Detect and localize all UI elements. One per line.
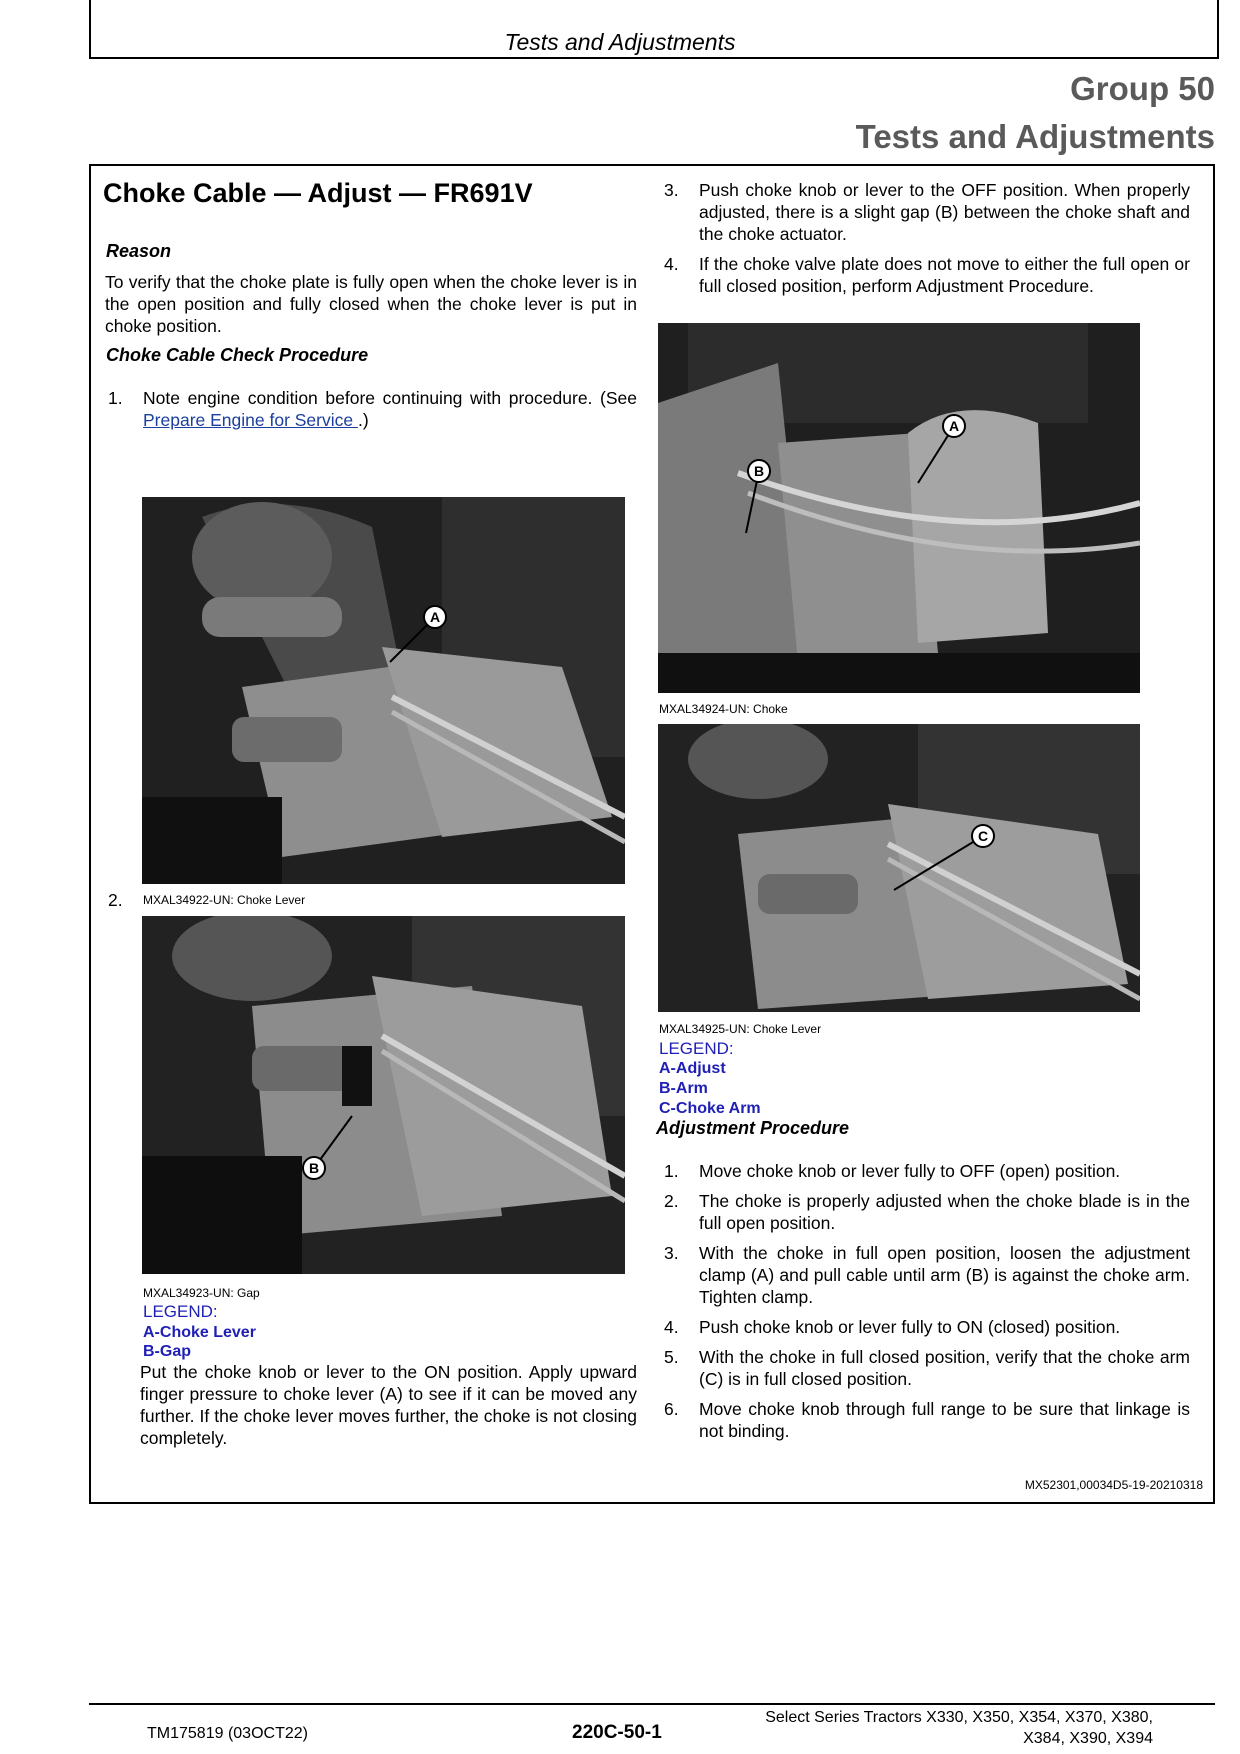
step-text: The choke is properly adjusted when the choke blade is in the full open position. <box>699 1191 1190 1233</box>
step-text: If the choke valve plate does not move to either the full open or full closed position, perform Adjustment Procedure. <box>699 254 1190 296</box>
check-step-2-number: 2. <box>108 890 123 910</box>
choke-lever-photo <box>142 497 625 884</box>
step-text: Push choke knob or lever fully to ON (closed) position. <box>699 1317 1121 1337</box>
step-number: 5. <box>664 1347 679 1367</box>
step-number: 1. <box>664 1161 679 1181</box>
legend-title: LEGEND: <box>659 1039 734 1058</box>
legend-title: LEGEND: <box>143 1302 218 1321</box>
check-step-4 <box>664 253 1190 297</box>
series-line-2: X384, X390, X394 <box>1023 1730 1153 1747</box>
gap-photo <box>142 916 625 1274</box>
step-text: With the choke in full open position, loosen the adjustment clamp (A) and pull cable until arm (B) is against the choke arm. Tighten clamp. <box>699 1243 1190 1307</box>
group-number: Group 50 <box>1070 70 1215 107</box>
figure-caption: MXAL34923-UN: Gap <box>143 1286 260 1300</box>
step-text: Move choke knob through full range to be sure that linkage is not binding. <box>699 1399 1190 1441</box>
series-line-1: Select Series Tractors X330, X350, X354, X370, X380, <box>765 1709 1153 1726</box>
step-text: Push choke knob or lever to the OFF position. When properly adjusted, there is a slight gap (B) between the choke shaft and the choke actuator. <box>699 180 1190 244</box>
legend-item: B-Gap <box>143 1343 191 1360</box>
step-text-end: .) <box>357 410 369 430</box>
step-number: 4. <box>664 1317 679 1337</box>
callout-c: C <box>977 828 989 844</box>
adjust-step-6 <box>664 1398 1190 1442</box>
step-text: Note engine condition before continuing with procedure. (See <box>143 388 637 408</box>
step-number: 6. <box>664 1399 679 1419</box>
callout-b: B <box>753 463 765 479</box>
footer-rule <box>89 1703 1215 1705</box>
adjust-step-2 <box>664 1190 1190 1234</box>
adjustment-steps <box>664 1160 1190 1450</box>
check-step-2-text: Put the choke knob or lever to the ON position. Apply upward finger pressure to choke lever (A) to see if it can be moved any further. If the choke lever moves further, the choke is not closing completely. <box>140 1362 637 1448</box>
figure-caption: MXAL34922-UN: Choke Lever <box>143 893 306 907</box>
step-number: 3. <box>664 180 679 200</box>
step-number: 2. <box>664 1191 679 1211</box>
step-number: 3. <box>664 1243 679 1263</box>
adjust-step-5 <box>664 1346 1190 1390</box>
reason-text: To verify that the choke plate is fully open when the choke lever is in the open position and fully closed when the choke lever is put in choke position. <box>105 272 637 336</box>
figure-caption: MXAL34924-UN: Choke <box>659 702 788 716</box>
page-number: 220C-50-1 <box>572 1722 662 1743</box>
step-text: Move choke knob or lever fully to OFF (open) position. <box>699 1161 1121 1181</box>
figure-caption: MXAL34925-UN: Choke Lever <box>659 1022 822 1036</box>
step-number: 1. <box>108 388 123 408</box>
step-text: With the choke in full closed position, verify that the choke arm (C) is in full closed position. <box>699 1347 1190 1389</box>
check-step-3 <box>664 179 1190 245</box>
running-title: Tests and Adjustments <box>504 29 736 55</box>
legend-item: A-Adjust <box>659 1060 726 1077</box>
legend-item: C-Choke Arm <box>659 1100 761 1117</box>
callout-a: A <box>429 609 441 625</box>
adjust-step-1 <box>664 1160 1190 1182</box>
legend-item: A-Choke Lever <box>143 1324 256 1341</box>
section-title: Choke Cable — Adjust — FR691V <box>103 178 533 208</box>
callout-b: B <box>308 1160 320 1176</box>
check-procedure-heading: Choke Cable Check Procedure <box>106 345 369 365</box>
prepare-engine-link[interactable]: Prepare Engine for Service <box>143 410 358 430</box>
choke-arm-photo <box>658 724 1140 1012</box>
adjust-step-4 <box>664 1316 1190 1338</box>
callout-a: A <box>948 418 960 434</box>
manual-number: TM175819 (03OCT22) <box>147 1725 308 1742</box>
step-number: 4. <box>664 254 679 274</box>
legend-item: B-Arm <box>659 1080 708 1097</box>
check-step-1 <box>108 387 637 431</box>
adjustment-procedure-heading: Adjustment Procedure <box>656 1118 850 1138</box>
document-id: MX52301,00034D5-19-20210318 <box>1024 1478 1203 1492</box>
group-title: Tests and Adjustments <box>855 118 1215 155</box>
adjust-step-3 <box>664 1242 1190 1308</box>
reason-heading: Reason <box>106 241 172 261</box>
choke-photo <box>658 323 1140 693</box>
